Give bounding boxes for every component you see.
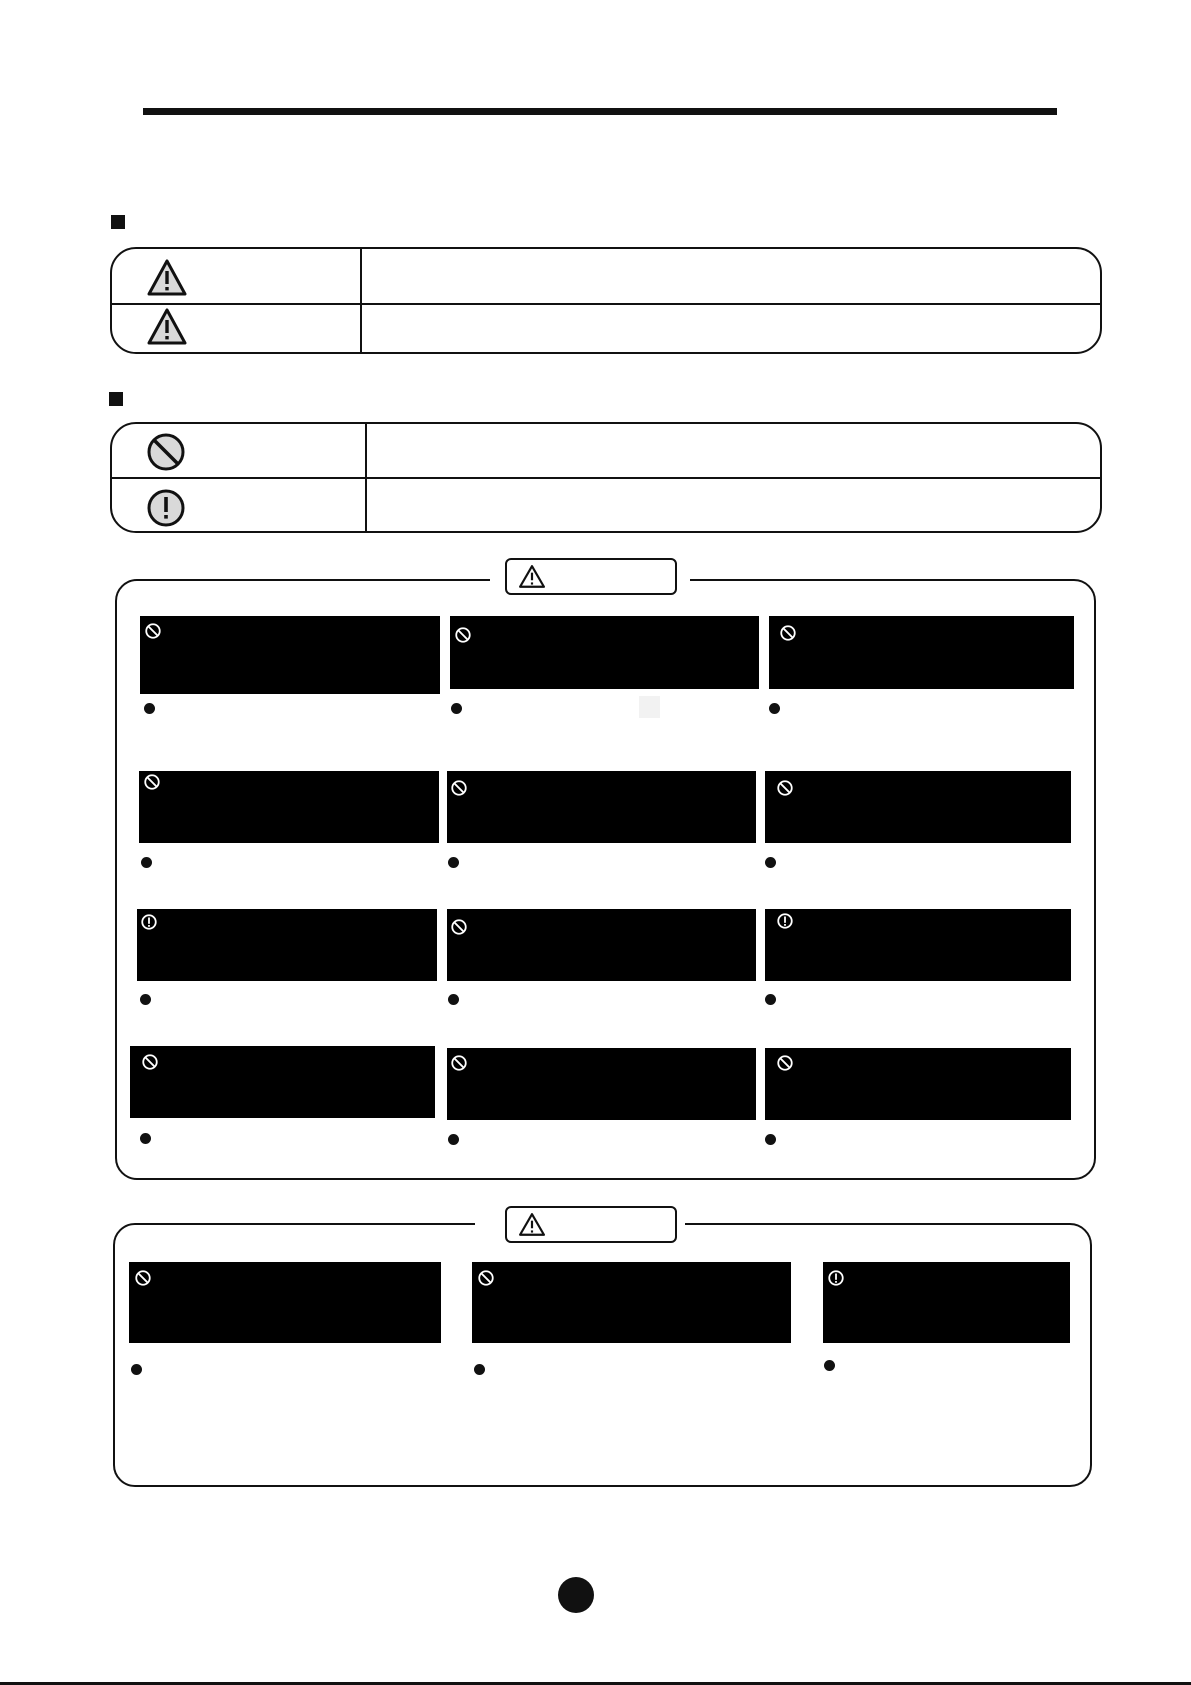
- warning-card: [140, 616, 440, 694]
- prohibition-icon: [450, 918, 468, 936]
- caution-card: [129, 1262, 441, 1343]
- warning-card: [130, 1046, 435, 1118]
- prohibition-icon: [450, 1054, 468, 1072]
- bullet: [448, 1134, 459, 1145]
- bullet: [474, 1364, 485, 1375]
- prohibition-icon: [146, 432, 186, 472]
- warning-triangle-icon: [519, 1212, 545, 1238]
- mandatory-exclamation-icon: [827, 1269, 845, 1287]
- warning-card: [765, 909, 1071, 981]
- warning-card: [765, 1048, 1071, 1120]
- bullet: [140, 994, 151, 1005]
- mandatory-exclamation-icon: [140, 913, 158, 931]
- bullet: [448, 994, 459, 1005]
- prohibition-icon: [776, 779, 794, 797]
- legend-row-prohibited: [112, 424, 1100, 477]
- warning-card: [447, 771, 756, 843]
- symbols-legend-table: [110, 247, 1102, 354]
- bullet: [144, 703, 155, 714]
- scan-smudge: [639, 696, 660, 718]
- prohibition-icon: [477, 1269, 495, 1287]
- warning-card: [769, 616, 1074, 689]
- caution-card: [472, 1262, 791, 1343]
- prohibition-icon: [450, 779, 468, 797]
- caution-card: [823, 1262, 1070, 1343]
- bullet: [140, 1133, 151, 1144]
- caution-panel-tab: [505, 1206, 677, 1243]
- legend-row-caution: [112, 305, 1100, 354]
- bullet: [141, 857, 152, 868]
- bullet: [769, 703, 780, 714]
- bullet: [765, 857, 776, 868]
- warning-triangle-icon: [147, 307, 187, 347]
- prohibition-icon: [144, 622, 162, 640]
- legend-row-warning: [112, 249, 1100, 303]
- prohibition-icon: [134, 1269, 152, 1287]
- warning-card: [137, 909, 437, 981]
- prohibition-icon: [779, 624, 797, 642]
- warning-card: [765, 771, 1071, 843]
- mandatory-exclamation-icon: [776, 912, 794, 930]
- bullet: [765, 1134, 776, 1145]
- prohibition-icon: [776, 1054, 794, 1072]
- bullet: [824, 1360, 835, 1371]
- bullet: [765, 994, 776, 1005]
- bullet: [131, 1364, 142, 1375]
- section-marker-symbols: [111, 215, 125, 229]
- warning-triangle-icon: [147, 258, 187, 298]
- page-number: [558, 1577, 594, 1613]
- bullet: [448, 857, 459, 868]
- prohibition-icon: [141, 1053, 159, 1071]
- warning-triangle-icon: [519, 564, 545, 590]
- warning-panel-tab: [505, 558, 677, 595]
- legend-row-mandatory: [112, 479, 1100, 533]
- prohibition-icon: [454, 626, 472, 644]
- mandatory-exclamation-icon: [146, 488, 186, 528]
- prohibition-icon: [143, 773, 161, 791]
- bullet: [451, 703, 462, 714]
- warning-card: [450, 616, 759, 689]
- section-marker-marks: [109, 392, 123, 406]
- warning-card: [447, 1048, 756, 1120]
- warning-card: [447, 909, 756, 981]
- warning-card: [139, 771, 439, 843]
- marks-legend-table: [110, 422, 1102, 533]
- top-rule: [143, 108, 1057, 115]
